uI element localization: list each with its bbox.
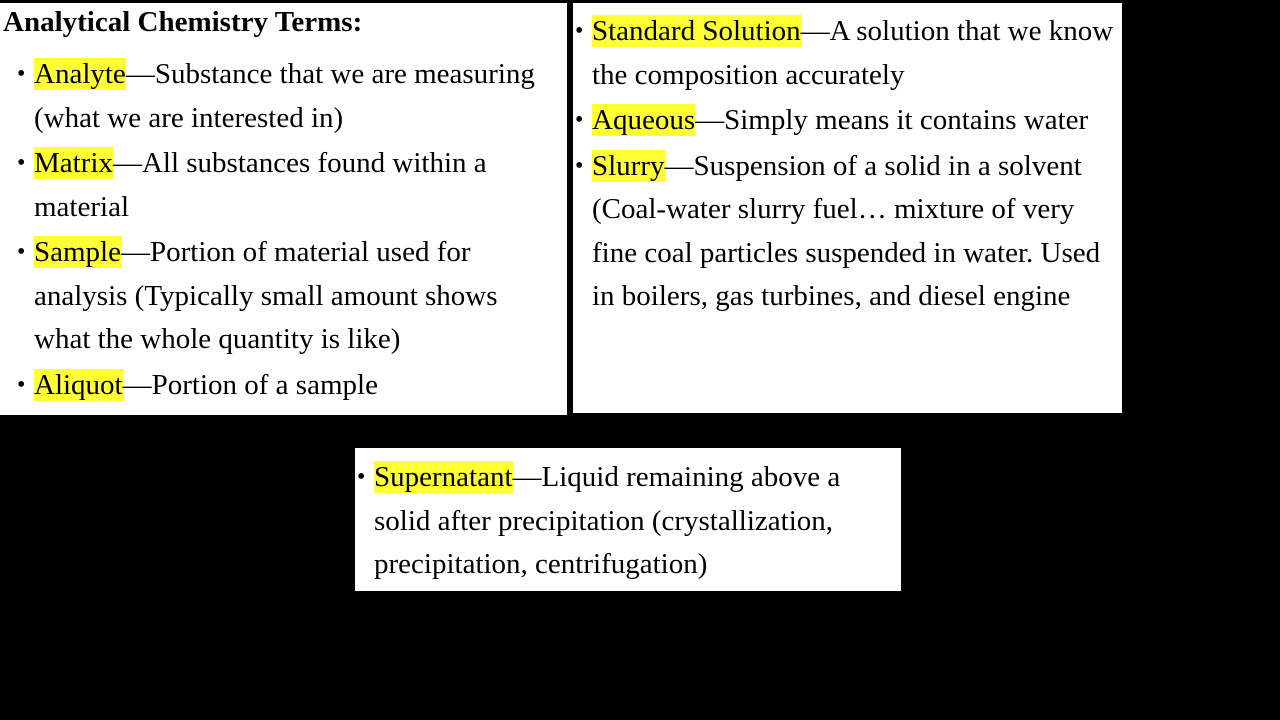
term-definition: —A solution that we know the composition accurately [592, 15, 1114, 91]
term-word: Matrix [34, 147, 113, 179]
term-word: Aliquot [34, 368, 123, 401]
term-item-sample [0, 231, 560, 362]
term-item-slurry [573, 145, 1118, 319]
term-item-aliquot [0, 364, 560, 408]
term-item-supernatant [355, 456, 901, 587]
term-definition: —Portion of a sample [122, 368, 378, 401]
term-item-matrix [0, 142, 560, 229]
left-slide-panel [0, 3, 567, 415]
term-word: Supernatant [374, 461, 513, 493]
bullet-icon: • [17, 61, 26, 87]
term-word: Aqueous [592, 104, 696, 136]
bullet-icon: • [17, 239, 26, 265]
bottom-term-list [355, 456, 901, 589]
term-definition: —Substance that we are measuring (what we are interested in) [34, 58, 535, 134]
bullet-icon: • [575, 107, 584, 133]
right-slide-panel [573, 3, 1122, 413]
term-item-standard-solution [573, 10, 1118, 97]
term-item-analyte [0, 53, 560, 140]
term-definition: —Suspension of a solid in a solvent (Coal-water slurry fuel… mixture of very fine coal particles suspended in water. Used in boilers, gas turbines, and diesel engine [592, 149, 1101, 312]
bullet-icon: • [357, 464, 366, 490]
term-word: Slurry [592, 149, 665, 182]
left-term-list [0, 53, 560, 409]
term-item-aqueous [573, 99, 1118, 143]
term-definition: —All substances found within a material [34, 147, 487, 223]
term-definition: —Simply means it contains water [695, 104, 1089, 136]
term-definition: —Liquid remaining above a solid after precipitation (crystallization, precipitation, centrifugation) [374, 461, 841, 580]
slide-title: Analytical Chemistry Terms: [3, 6, 363, 38]
term-word: Analyte [34, 58, 126, 90]
bottom-slide-panel [355, 448, 901, 591]
bullet-icon: • [575, 152, 584, 179]
bullet-icon: • [575, 18, 584, 44]
right-term-list [573, 10, 1118, 321]
bullet-icon: • [17, 150, 26, 176]
term-definition: —Portion of material used for analysis (Typically small amount shows what the whole quantity is like) [34, 236, 498, 355]
term-word: Sample [34, 236, 121, 268]
bullet-icon: • [17, 371, 26, 398]
term-word: Standard Solution [592, 15, 801, 47]
